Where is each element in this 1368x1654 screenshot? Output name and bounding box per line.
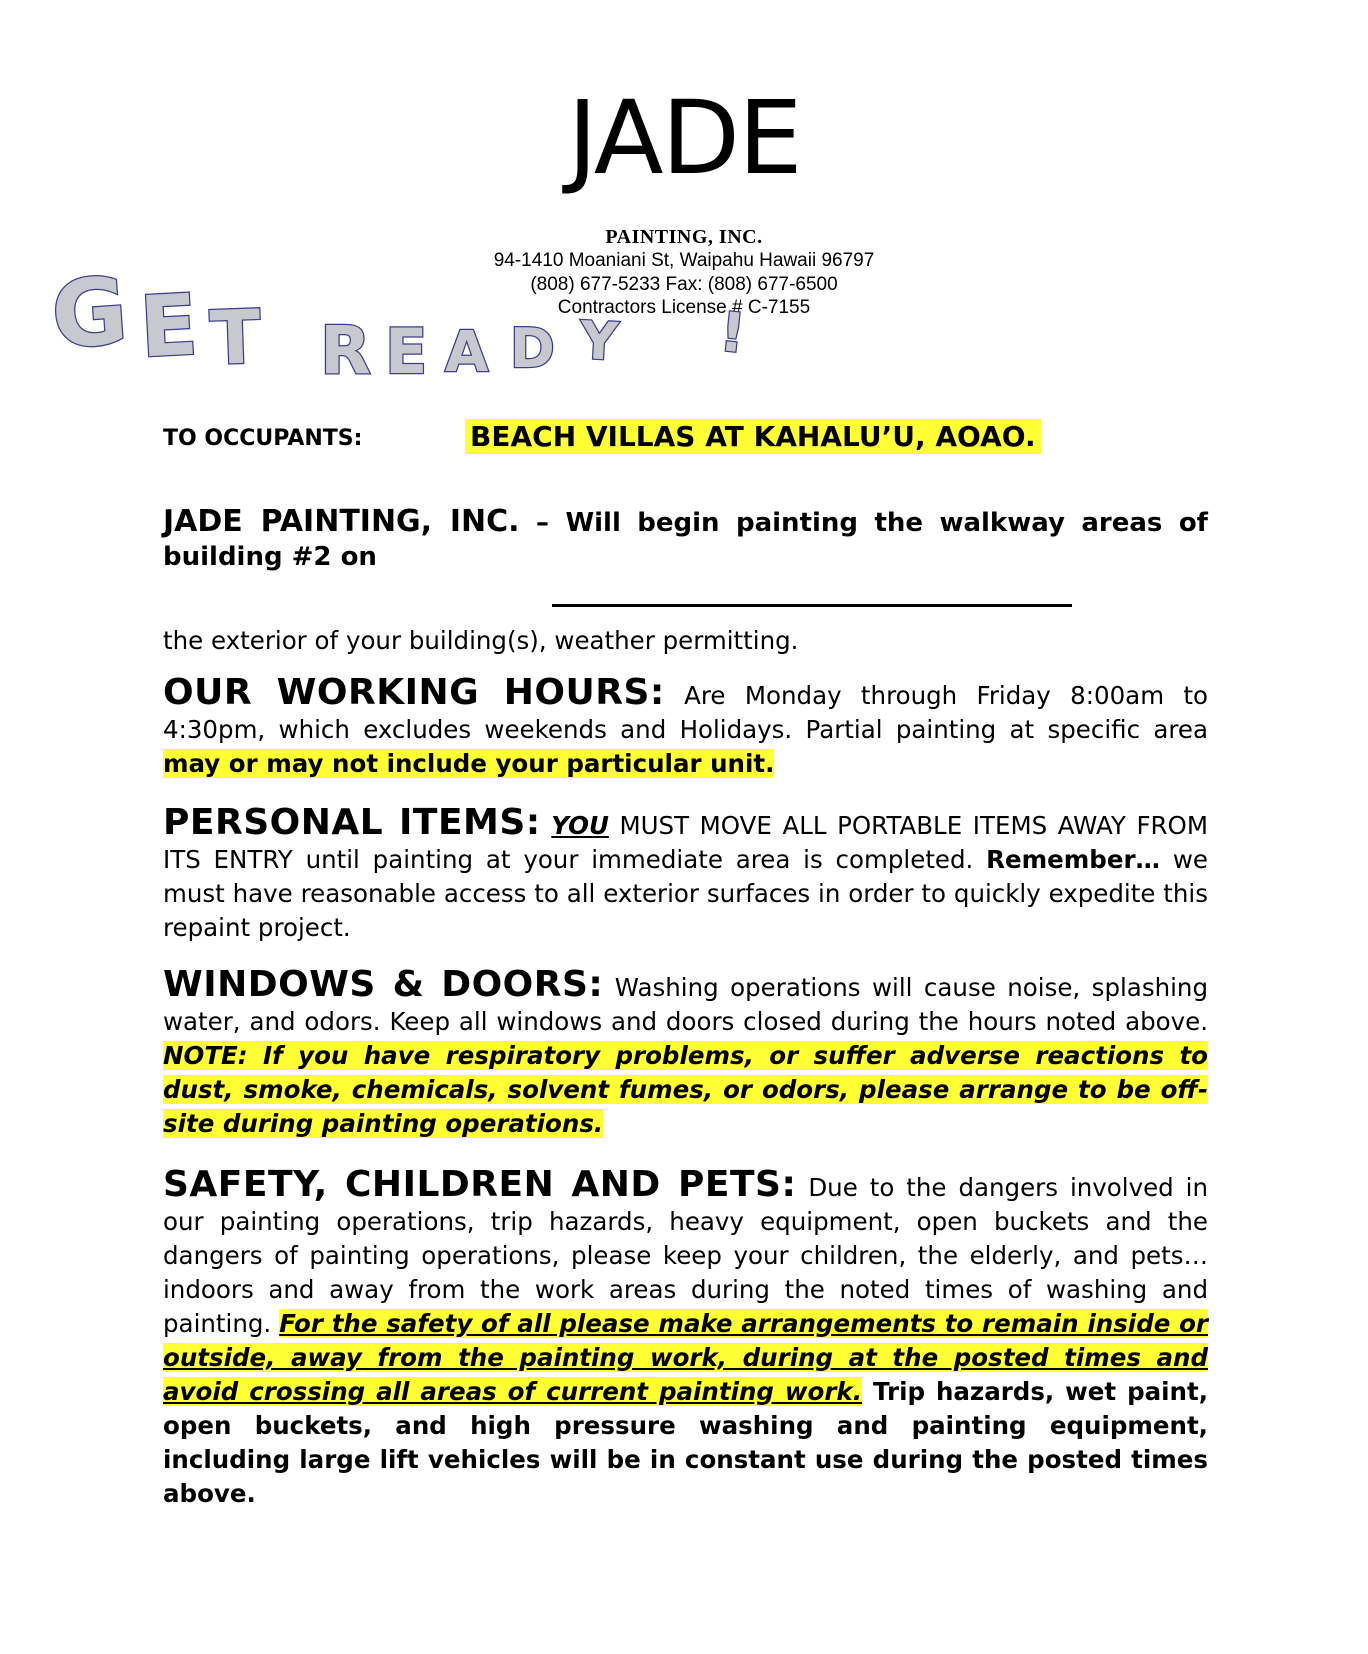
banner-letter: G xyxy=(48,257,132,370)
banner-letter: E xyxy=(385,315,428,388)
company-phone-fax: (808) 677-5233 Fax: (808) 677-6500 xyxy=(530,274,838,295)
banner-letter: E xyxy=(137,275,200,377)
intro-paragraph xyxy=(163,505,1208,574)
banner-letter: Y xyxy=(578,310,620,373)
company-name: JADE xyxy=(567,79,801,198)
personal-items-section xyxy=(163,802,1208,945)
company-subtitle: PAINTING, INC. xyxy=(605,226,763,248)
date-blank-line xyxy=(552,604,1072,607)
windows-doors-note: NOTE: If you have respiratory problems, or suffer adverse reactions to dust, smoke, chemicals, solvent fumes, or odors, please arrange to be off-site during painting operations. xyxy=(163,1041,1208,1138)
safety-text: Due to the dangers involved in our painting operations, trip hazards, heavy equipment, open buckets and the dangers of painting operations, please keep your children, the elderly, and pets… indoors and away from the work areas during the noted times of washing and painting. xyxy=(163,1173,1209,1338)
personal-items-heading: PERSONAL ITEMS: xyxy=(163,802,541,843)
safety-closing: Trip hazards, wet paint, open buckets, and high pressure washing and painting equipment, including large lift vehicles will be in constant use during the posted times above. xyxy=(163,1377,1209,1508)
personal-items-text: MUST MOVE ALL PORTABLE ITEMS AWAY FROM ITS ENTRY until painting at your immediate area is completed. xyxy=(163,811,1208,874)
intro-text: Will begin painting the walkway areas of building #2 on xyxy=(163,508,1208,572)
intro-after-blank: the exterior of your building(s), weather permitting. xyxy=(163,626,799,655)
intro-company: JADE PAINTING, INC. xyxy=(163,504,520,539)
safety-highlight: For the safety of all please make arrangements to remain inside or outside, away from the painting work, during at the posted times and avoid crossing all areas of current painting work. xyxy=(163,1309,1209,1406)
company-address: 94-1410 Moaniani St, Waipahu Hawaii 96797 xyxy=(493,250,875,271)
windows-doors-section xyxy=(163,964,1208,1141)
personal-items-remember: Remember… xyxy=(986,845,1161,874)
banner-letter: D xyxy=(510,317,555,380)
banner-letter: T xyxy=(208,294,263,383)
company-license: Contractors License # C-7155 xyxy=(557,297,811,318)
working-hours-section xyxy=(163,672,1209,781)
occupants-label: TO OCCUPANTS: xyxy=(163,426,363,451)
personal-items-you: YOU xyxy=(551,811,609,840)
working-hours-highlight: may or may not include your particular unit. xyxy=(163,749,775,778)
working-hours-heading: OUR WORKING HOURS: xyxy=(163,672,665,713)
safety-section xyxy=(163,1164,1209,1511)
banner-letter: A xyxy=(445,320,489,385)
get-ready-banner xyxy=(40,255,840,405)
windows-doors-heading: WINDOWS & DOORS: xyxy=(163,964,604,1005)
banner-letter: ! xyxy=(717,300,749,366)
safety-heading: SAFETY, CHILDREN AND PETS: xyxy=(163,1164,797,1205)
windows-doors-text: Washing operations will cause noise, splashing water, and odors. Keep all windows and doors closed during the hours noted above. xyxy=(163,973,1208,1036)
banner-letter: R xyxy=(320,312,371,389)
occupants-value: BEACH VILLAS AT KAHALU’U, AOAO. xyxy=(465,419,1041,454)
working-hours-text: Are Monday through Friday 8:00am to 4:30pm, which excludes weekends and Holidays. Partial painting at specific area xyxy=(163,681,1209,744)
intro-dash: – xyxy=(519,508,566,538)
personal-items-text2: we must have reasonable access to all exterior surfaces in order to quickly expedite this repaint project. xyxy=(163,845,1208,942)
